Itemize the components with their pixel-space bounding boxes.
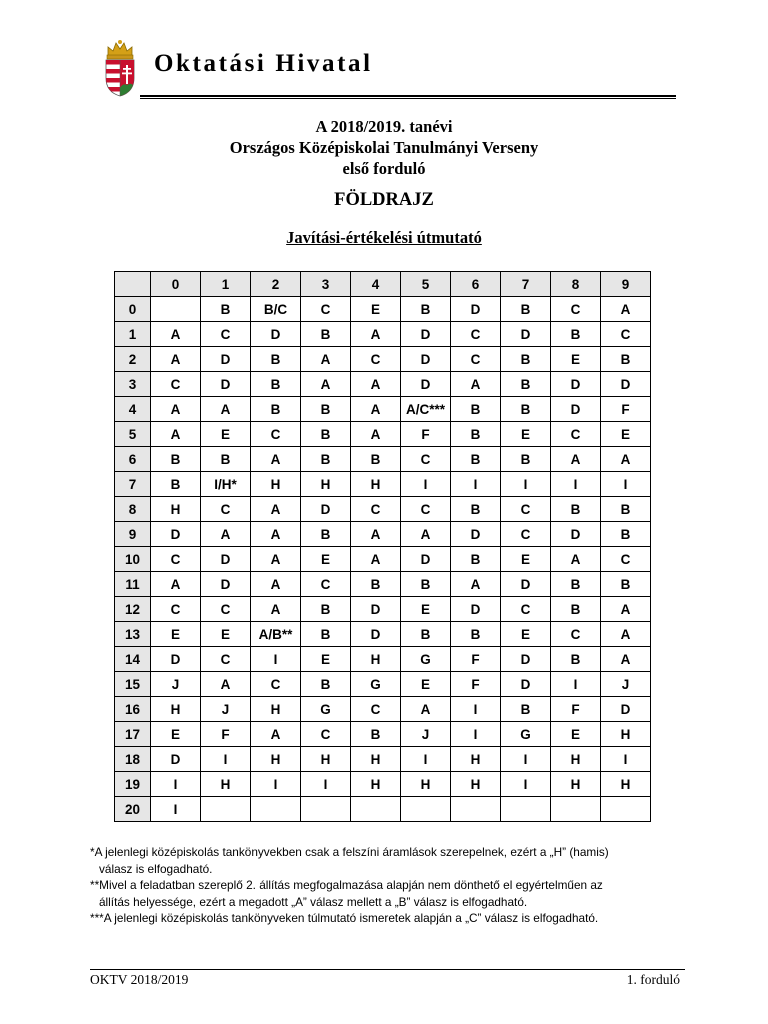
title-line-round: első forduló xyxy=(342,159,426,178)
row-header: 13 xyxy=(115,622,151,647)
answer-cell: B xyxy=(501,372,551,397)
answer-cell: E xyxy=(201,422,251,447)
answer-cell: F xyxy=(201,722,251,747)
answer-key-table xyxy=(114,271,651,822)
row-header: 18 xyxy=(115,747,151,772)
answer-cell: B xyxy=(301,622,351,647)
answer-cell: D xyxy=(201,372,251,397)
answer-cell: A xyxy=(251,522,301,547)
answer-cell: A xyxy=(151,397,201,422)
row-header: 4 xyxy=(115,397,151,422)
answer-cell: I xyxy=(401,472,451,497)
row-header: 16 xyxy=(115,697,151,722)
footnote-line: válasz is elfogadható. xyxy=(99,861,213,876)
answer-cell: E xyxy=(551,722,601,747)
column-header: 3 xyxy=(301,272,351,297)
answer-cell: D xyxy=(551,522,601,547)
answer-cell: I xyxy=(551,472,601,497)
answer-cell: E xyxy=(201,622,251,647)
answer-cell: H xyxy=(351,747,401,772)
answer-cell: B xyxy=(601,522,651,547)
answer-cell: E xyxy=(151,622,201,647)
answer-cell: B xyxy=(551,647,601,672)
column-header: 1 xyxy=(201,272,251,297)
answer-cell: I xyxy=(451,722,501,747)
table-corner-cell xyxy=(115,272,151,297)
row-header: 1 xyxy=(115,322,151,347)
answer-cell: D xyxy=(401,372,451,397)
table-row xyxy=(115,622,651,647)
answer-cell: B xyxy=(501,297,551,322)
answer-cell: B xyxy=(301,322,351,347)
answer-cell: I xyxy=(601,472,651,497)
answer-cell: D xyxy=(501,322,551,347)
footnote-line: **Mivel a feladatban szereplő 2. állítás megfogalmazása alapján nem dönthető el egyértelműen az xyxy=(90,878,603,893)
answer-cell: H xyxy=(201,772,251,797)
answer-cell: B/C xyxy=(251,297,301,322)
table-row xyxy=(115,322,651,347)
subject-title: FÖLDRAJZ xyxy=(334,190,434,210)
answer-cell: A xyxy=(201,522,251,547)
table-row xyxy=(115,672,651,697)
answer-cell: I/H* xyxy=(201,472,251,497)
answer-cell: B xyxy=(301,522,351,547)
answer-cell: D xyxy=(451,597,501,622)
answer-cell: H xyxy=(251,697,301,722)
answer-cell: H xyxy=(351,647,401,672)
answer-cell: A xyxy=(351,422,401,447)
header-divider-thin xyxy=(140,98,676,99)
answer-cell: I xyxy=(251,772,301,797)
answer-cell: C xyxy=(201,497,251,522)
answer-cell: D xyxy=(401,347,451,372)
answer-cell: C xyxy=(351,497,401,522)
answer-cell: B xyxy=(301,422,351,447)
answer-cell xyxy=(451,797,501,822)
answer-cell: B xyxy=(501,347,551,372)
answer-cell: B xyxy=(451,397,501,422)
answer-cell: D xyxy=(351,622,401,647)
answer-cell: E xyxy=(401,672,451,697)
answer-cell: A xyxy=(451,372,501,397)
title-line-school-year: A 2018/2019. tanévi xyxy=(315,117,453,136)
answer-cell: B xyxy=(501,447,551,472)
answer-cell: D xyxy=(151,522,201,547)
answer-cell: G xyxy=(351,672,401,697)
answer-cell: A xyxy=(551,447,601,472)
answer-cell: B xyxy=(351,722,401,747)
row-header: 11 xyxy=(115,572,151,597)
answer-cell: A xyxy=(251,497,301,522)
answer-cell xyxy=(151,297,201,322)
table-row xyxy=(115,347,651,372)
answer-cell: E xyxy=(351,297,401,322)
answer-cell: I xyxy=(601,747,651,772)
title-line-competition: Országos Középiskolai Tanulmányi Verseny xyxy=(229,138,539,157)
answer-cell: B xyxy=(301,397,351,422)
answer-cell: B xyxy=(351,447,401,472)
answer-cell: A xyxy=(601,647,651,672)
answer-cell: H xyxy=(351,772,401,797)
answer-cell: A xyxy=(401,697,451,722)
row-header: 19 xyxy=(115,772,151,797)
answer-cell: F xyxy=(601,397,651,422)
answer-cell: B xyxy=(451,547,501,572)
answer-cell: F xyxy=(401,422,451,447)
answer-cell: H xyxy=(451,747,501,772)
answer-cell: A/C*** xyxy=(401,397,451,422)
answer-cell: C xyxy=(201,322,251,347)
answer-cell: A xyxy=(351,547,401,572)
answer-cell: I xyxy=(201,747,251,772)
answer-cell: A/B** xyxy=(251,622,301,647)
answer-cell: D xyxy=(151,647,201,672)
answer-cell: C xyxy=(151,597,201,622)
answer-cell: D xyxy=(201,572,251,597)
answer-cell: C xyxy=(351,347,401,372)
answer-cell: D xyxy=(301,497,351,522)
answer-cell: C xyxy=(351,697,401,722)
answer-cell: D xyxy=(201,547,251,572)
answer-cell: C xyxy=(301,572,351,597)
answer-cell: E xyxy=(301,547,351,572)
answer-cell: C xyxy=(501,597,551,622)
answer-cell: H xyxy=(601,722,651,747)
answer-cell: G xyxy=(401,647,451,672)
answer-cell: C xyxy=(501,522,551,547)
answer-cell: D xyxy=(351,597,401,622)
answer-cell: B xyxy=(251,397,301,422)
answer-cell: H xyxy=(401,772,451,797)
answer-cell: B xyxy=(401,622,451,647)
answer-cell: B xyxy=(251,347,301,372)
answer-cell: A xyxy=(351,372,401,397)
answer-cell: C xyxy=(151,547,201,572)
answer-cell: D xyxy=(201,347,251,372)
column-header: 8 xyxy=(551,272,601,297)
answer-cell: B xyxy=(451,622,501,647)
answer-cell xyxy=(201,797,251,822)
answer-cell: C xyxy=(501,497,551,522)
answer-cell: A xyxy=(251,597,301,622)
answer-cell: A xyxy=(151,572,201,597)
answer-cell: C xyxy=(251,672,301,697)
answer-cell: A xyxy=(601,622,651,647)
answer-cell: G xyxy=(301,697,351,722)
table-row xyxy=(115,497,651,522)
answer-cell: H xyxy=(451,772,501,797)
row-header: 14 xyxy=(115,647,151,672)
answer-cell: D xyxy=(501,572,551,597)
answer-cell: F xyxy=(451,647,501,672)
answer-cell: B xyxy=(501,697,551,722)
answer-cell: E xyxy=(401,597,451,622)
answer-cell: D xyxy=(551,372,601,397)
answer-cell: F xyxy=(451,672,501,697)
answer-cell: A xyxy=(151,347,201,372)
answer-cell: H xyxy=(551,747,601,772)
answer-cell: B xyxy=(551,497,601,522)
guide-title: Javítási-értékelési útmutató xyxy=(286,228,482,247)
answer-cell: I xyxy=(501,772,551,797)
row-header: 10 xyxy=(115,547,151,572)
answer-cell: A xyxy=(151,422,201,447)
row-header: 9 xyxy=(115,522,151,547)
answer-cell: B xyxy=(301,447,351,472)
answer-cell: F xyxy=(551,697,601,722)
answer-cell: H xyxy=(301,472,351,497)
answer-cell: A xyxy=(251,547,301,572)
answer-cell: I xyxy=(401,747,451,772)
table-row xyxy=(115,597,651,622)
column-header: 2 xyxy=(251,272,301,297)
answer-cell: B xyxy=(251,372,301,397)
answer-cell xyxy=(551,797,601,822)
answer-cell: C xyxy=(551,297,601,322)
answer-cell: D xyxy=(401,547,451,572)
footnote-line: állítás helyessége, ezért a megadott „A” válasz mellett a „B” válasz is elfogadható. xyxy=(99,894,528,909)
answer-cell: I xyxy=(251,647,301,672)
answer-cell: E xyxy=(301,647,351,672)
answer-cell: A xyxy=(451,572,501,597)
row-header: 6 xyxy=(115,447,151,472)
row-header: 8 xyxy=(115,497,151,522)
answer-cell: B xyxy=(201,297,251,322)
answer-cell: A xyxy=(351,397,401,422)
table-row xyxy=(115,372,651,397)
answer-cell xyxy=(301,797,351,822)
answer-cell: D xyxy=(401,322,451,347)
answer-cell: A xyxy=(201,672,251,697)
answer-cell: B xyxy=(401,297,451,322)
answer-cell: D xyxy=(251,322,301,347)
footnotes xyxy=(90,844,690,927)
table-row xyxy=(115,722,651,747)
answer-cell: A xyxy=(601,297,651,322)
answer-cell: A xyxy=(251,447,301,472)
answer-cell: I xyxy=(151,797,201,822)
answer-cell: C xyxy=(601,547,651,572)
table-row xyxy=(115,572,651,597)
answer-cell: A xyxy=(251,572,301,597)
answer-cell: A xyxy=(351,522,401,547)
footer-round-label: 1. forduló xyxy=(626,972,680,987)
answer-cell: E xyxy=(601,422,651,447)
answer-cell: D xyxy=(451,297,501,322)
answer-cell: B xyxy=(451,497,501,522)
footer-divider xyxy=(90,969,685,970)
answer-cell xyxy=(251,797,301,822)
organization-name: Oktatási Hivatal xyxy=(154,50,373,77)
document-header xyxy=(100,38,676,100)
column-header-row xyxy=(115,272,651,297)
table-row xyxy=(115,297,651,322)
answer-cell xyxy=(401,797,451,822)
answer-cell: I xyxy=(451,472,501,497)
answer-cell: J xyxy=(401,722,451,747)
table-row xyxy=(115,447,651,472)
answer-cell: H xyxy=(601,772,651,797)
row-header: 2 xyxy=(115,347,151,372)
answer-cell: G xyxy=(501,722,551,747)
table-row xyxy=(115,422,651,447)
table-row xyxy=(115,397,651,422)
answer-cell: H xyxy=(251,472,301,497)
table-row xyxy=(115,522,651,547)
answer-cell: B xyxy=(201,447,251,472)
answer-cell: H xyxy=(251,747,301,772)
answer-cell: J xyxy=(151,672,201,697)
answer-cell: D xyxy=(451,522,501,547)
answer-cell: E xyxy=(501,622,551,647)
table-row xyxy=(115,647,651,672)
answer-cell: A xyxy=(301,372,351,397)
answer-cell: D xyxy=(551,397,601,422)
table-row xyxy=(115,797,651,822)
footer-competition-label: OKTV 2018/2019 xyxy=(90,972,189,987)
column-header: 7 xyxy=(501,272,551,297)
answer-cell: B xyxy=(301,597,351,622)
answer-cell: D xyxy=(501,672,551,697)
column-header: 0 xyxy=(151,272,201,297)
column-header: 6 xyxy=(451,272,501,297)
answer-cell xyxy=(351,797,401,822)
answer-cell: E xyxy=(551,347,601,372)
row-header: 20 xyxy=(115,797,151,822)
answer-cell: C xyxy=(301,297,351,322)
answer-cell: A xyxy=(351,322,401,347)
answer-cell: D xyxy=(601,697,651,722)
answer-cell: C xyxy=(401,447,451,472)
answer-cell: A xyxy=(401,522,451,547)
answer-cell: D xyxy=(501,647,551,672)
answer-cell: B xyxy=(551,572,601,597)
answer-cell: I xyxy=(501,472,551,497)
answer-cell: C xyxy=(451,322,501,347)
answer-cell: C xyxy=(301,722,351,747)
row-header: 0 xyxy=(115,297,151,322)
answer-cell: I xyxy=(551,672,601,697)
column-header: 4 xyxy=(351,272,401,297)
table-row xyxy=(115,547,651,572)
answer-cell: B xyxy=(601,572,651,597)
table-row xyxy=(115,772,651,797)
answer-cell: C xyxy=(551,422,601,447)
column-header: 5 xyxy=(401,272,451,297)
row-header: 17 xyxy=(115,722,151,747)
hungarian-coat-of-arms-icon xyxy=(102,38,138,98)
answer-cell: C xyxy=(451,347,501,372)
answer-cell: A xyxy=(551,547,601,572)
row-header: 12 xyxy=(115,597,151,622)
answer-cell: H xyxy=(551,772,601,797)
table-row xyxy=(115,747,651,772)
answer-cell: B xyxy=(401,572,451,597)
answer-cell: A xyxy=(251,722,301,747)
answer-cell: I xyxy=(301,772,351,797)
answer-cell: D xyxy=(151,747,201,772)
answer-cell: A xyxy=(151,322,201,347)
answer-cell: A xyxy=(601,597,651,622)
answer-cell: B xyxy=(301,672,351,697)
answer-cell: B xyxy=(151,447,201,472)
table-row xyxy=(115,472,651,497)
answer-cell: E xyxy=(151,722,201,747)
answer-cell: H xyxy=(301,747,351,772)
document-title-block xyxy=(0,116,768,179)
answer-cell: B xyxy=(551,322,601,347)
answer-cell xyxy=(501,797,551,822)
answer-cell: B xyxy=(501,397,551,422)
answer-cell: C xyxy=(601,322,651,347)
answer-cell: C xyxy=(201,597,251,622)
answer-cell: B xyxy=(151,472,201,497)
answer-cell: A xyxy=(601,447,651,472)
answer-cell: B xyxy=(451,422,501,447)
footnote-line: *A jelenlegi középiskolás tankönyvekben csak a felszíni áramlások szerepelnek, ezért a „H” (hamis) xyxy=(90,845,609,859)
answer-cell: C xyxy=(251,422,301,447)
answer-cell: E xyxy=(501,547,551,572)
answer-cell: C xyxy=(151,372,201,397)
answer-cell: H xyxy=(351,472,401,497)
answer-cell: I xyxy=(501,747,551,772)
answer-cell: H xyxy=(151,697,201,722)
answer-cell: J xyxy=(201,697,251,722)
row-header: 15 xyxy=(115,672,151,697)
answer-cell: H xyxy=(151,497,201,522)
row-header: 5 xyxy=(115,422,151,447)
answer-cell: I xyxy=(151,772,201,797)
answer-cell: B xyxy=(551,597,601,622)
answer-cell: B xyxy=(451,447,501,472)
footnote-line: ***A jelenlegi középiskolás tankönyveken túlmutató ismeretek alapján a „C” válasz is elfogadható. xyxy=(90,911,599,926)
row-header: 3 xyxy=(115,372,151,397)
header-divider xyxy=(140,95,676,97)
answer-cell: C xyxy=(201,647,251,672)
answer-cell: D xyxy=(601,372,651,397)
answer-cell: C xyxy=(551,622,601,647)
answer-cell: B xyxy=(351,572,401,597)
answer-cell: B xyxy=(601,497,651,522)
answer-cell: J xyxy=(601,672,651,697)
answer-cell: A xyxy=(301,347,351,372)
answer-cell: A xyxy=(201,397,251,422)
answer-cell: I xyxy=(451,697,501,722)
table-row xyxy=(115,697,651,722)
answer-cell: B xyxy=(601,347,651,372)
answer-cell xyxy=(601,797,651,822)
answer-cell: E xyxy=(501,422,551,447)
column-header: 9 xyxy=(601,272,651,297)
answer-cell: C xyxy=(401,497,451,522)
row-header: 7 xyxy=(115,472,151,497)
